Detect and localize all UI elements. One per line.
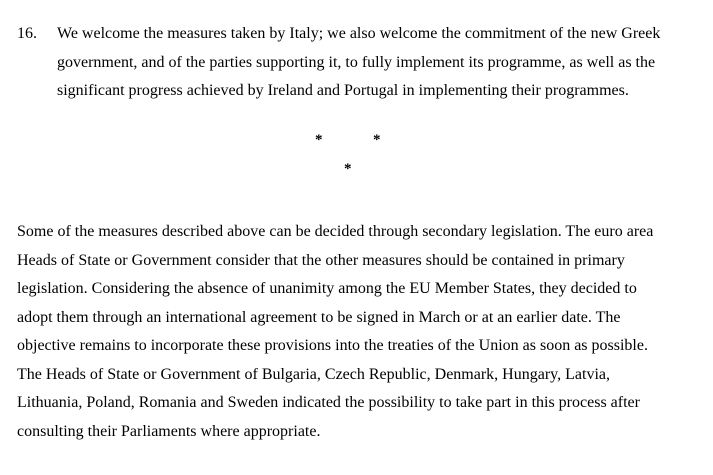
- closing-paragraph: [17, 218, 707, 446]
- closing-paragraph-line: The Heads of State or Government of Bulgaria, Czech Republic, Denmark, Hungary, Latvia,: [17, 365, 610, 383]
- paragraph-16-line: significant progress achieved by Ireland and Portugal in implementing their programmes.: [57, 82, 629, 99]
- closing-paragraph-line: consulting their Parliaments where appropriate.: [17, 422, 321, 440]
- separator-star: *: [315, 132, 323, 148]
- separator-star: *: [373, 132, 381, 148]
- closing-paragraph-line: objective remains to incorporate these provisions into the treaties of the Union as soon as possible.: [17, 337, 648, 354]
- paragraph-number: 16.: [17, 25, 37, 42]
- asterism-separator: [0, 0, 713, 200]
- separator-star: *: [344, 161, 352, 177]
- closing-paragraph-line: Some of the measures described above can be decided through secondary legislation. The euro area: [17, 223, 654, 240]
- paragraph-16-line: We welcome the measures taken by Italy; we also welcome the commitment of the new Greek: [57, 25, 661, 42]
- closing-paragraph-line: Lithuania, Poland, Romania and Sweden indicated the possibility to take part in this process after: [17, 394, 640, 411]
- closing-paragraph-line: Heads of State or Government consider that the other measures should be contained in primary: [17, 251, 625, 269]
- paragraph-16-line: government, and of the parties supporting it, to fully implement its programme, as well as the: [57, 53, 656, 71]
- closing-paragraph-line: legislation. Considering the absence of unanimity among the EU Member States, they decided to: [17, 280, 637, 297]
- closing-paragraph-line: adopt them through an international agreement to be signed in March or at an earlier date. The: [17, 308, 621, 326]
